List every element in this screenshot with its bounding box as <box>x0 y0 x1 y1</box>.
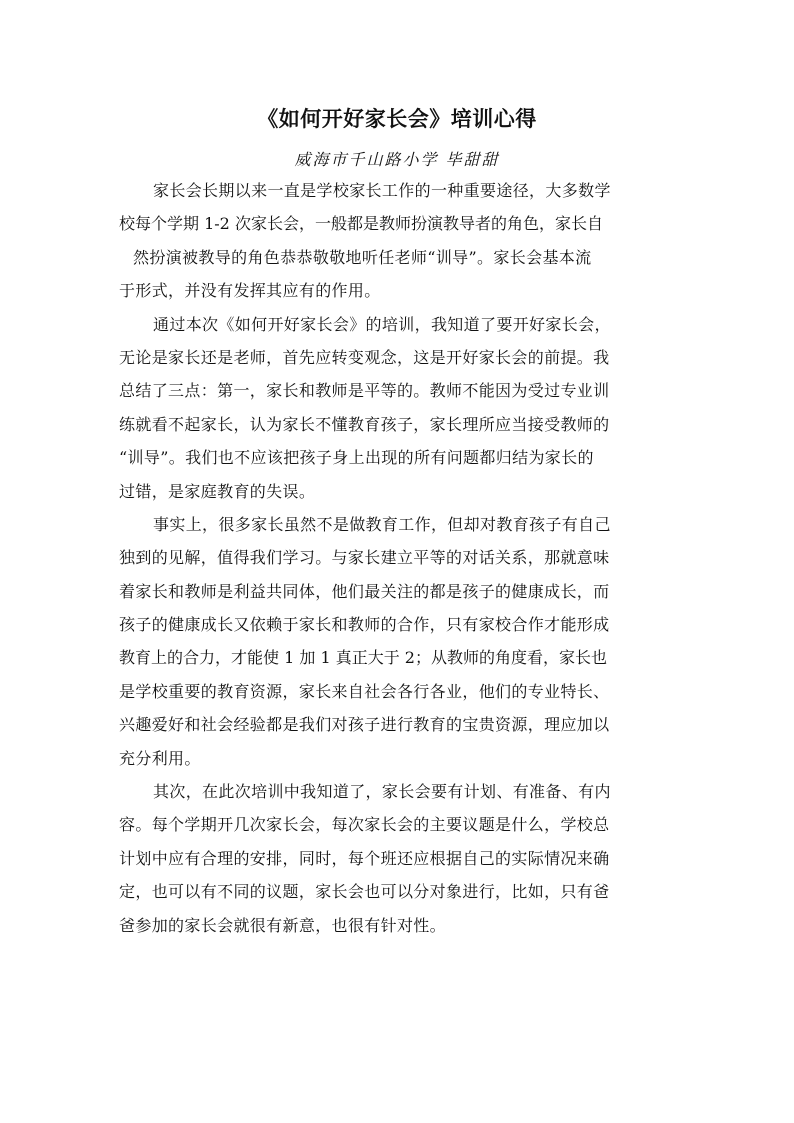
text-line: 定，也可以有不同的议题，家长会也可以分对象进行，比如，只有爸 <box>119 882 610 902</box>
text-line: 充分利用。 <box>119 748 201 768</box>
text-line: 兴趣爱好和社会经验都是我们对孩子进行教育的宝贵资源，理应加以 <box>119 715 610 735</box>
text-line: 过错，是家庭教育的失误。 <box>119 481 316 501</box>
text-line: 事实上，很多家长虽然不是做教育工作，但却对教育孩子有自己 <box>153 514 611 534</box>
text-line: 爸参加的家长会就很有新意，也很有针对性。 <box>119 915 447 935</box>
text-line: 独到的见解，值得我们学习。与家长建立平等的对话关系，那就意味 <box>119 548 610 568</box>
paragraph <box>119 775 679 942</box>
author-line: 威海市千山路小学 毕甜甜 <box>294 150 500 169</box>
text-line: 教育上的合力，才能使 1 加 1 真正大于 2；从教师的角度看，家长也 <box>119 648 607 668</box>
text-line: 其次，在此次培训中我知道了，家长会要有计划、有准备、有内 <box>153 782 611 802</box>
document-title: 《如何开好家长会》培训心得 <box>257 106 537 131</box>
text-line: 着家长和教师是利益共同体，他们最关注的都是孩子的健康成长，而 <box>119 581 610 601</box>
text-line: 孩子的健康成长又依赖于家长和教师的合作，只有家校合作才能形成 <box>119 615 610 635</box>
text-line: 家长会长期以来一直是学校家长工作的一种重要途径，大多数学 <box>153 181 611 200</box>
text-line: 校每个学期 1-2 次家长会，一般都是教师扮演教导者的角色，家长自 <box>119 214 603 234</box>
text-line: 然扮演被教导的角色恭恭敬敬地听任老师“训导”。家长会基本流 <box>133 247 592 267</box>
text-line: 计划中应有合理的安排，同时，每个班还应根据自己的实际情况来确 <box>119 848 610 868</box>
text-line: 总结了三点：第一，家长和教师是平等的。教师不能因为受过专业训 <box>119 381 610 401</box>
text-line: 练就看不起家长，认为家长不懂教育孩子，家长理所应当接受教师的 <box>119 414 610 434</box>
text-line: 容。每个学期开几次家长会，每次家长会的主要议题是什么，学校总 <box>119 815 610 835</box>
paragraph <box>119 174 679 308</box>
text-line: “训导”。我们也不应该把孩子身上出现的所有问题都归结为家长的 <box>119 448 594 468</box>
text-line: 于形式，并没有发挥其应有的作用。 <box>119 281 381 301</box>
paragraph <box>119 308 679 508</box>
paragraph <box>119 508 679 775</box>
text-line: 通过本次《如何开好家长会》的培训，我知道了要开好家长会， <box>153 314 611 334</box>
text-line: 是学校重要的教育资源，家长来自社会各行各业，他们的专业特长、 <box>119 681 610 701</box>
text-line: 无论是家长还是老师，首先应转变观念，这是开好家长会的前提。我 <box>119 347 610 367</box>
document-body <box>119 174 679 942</box>
